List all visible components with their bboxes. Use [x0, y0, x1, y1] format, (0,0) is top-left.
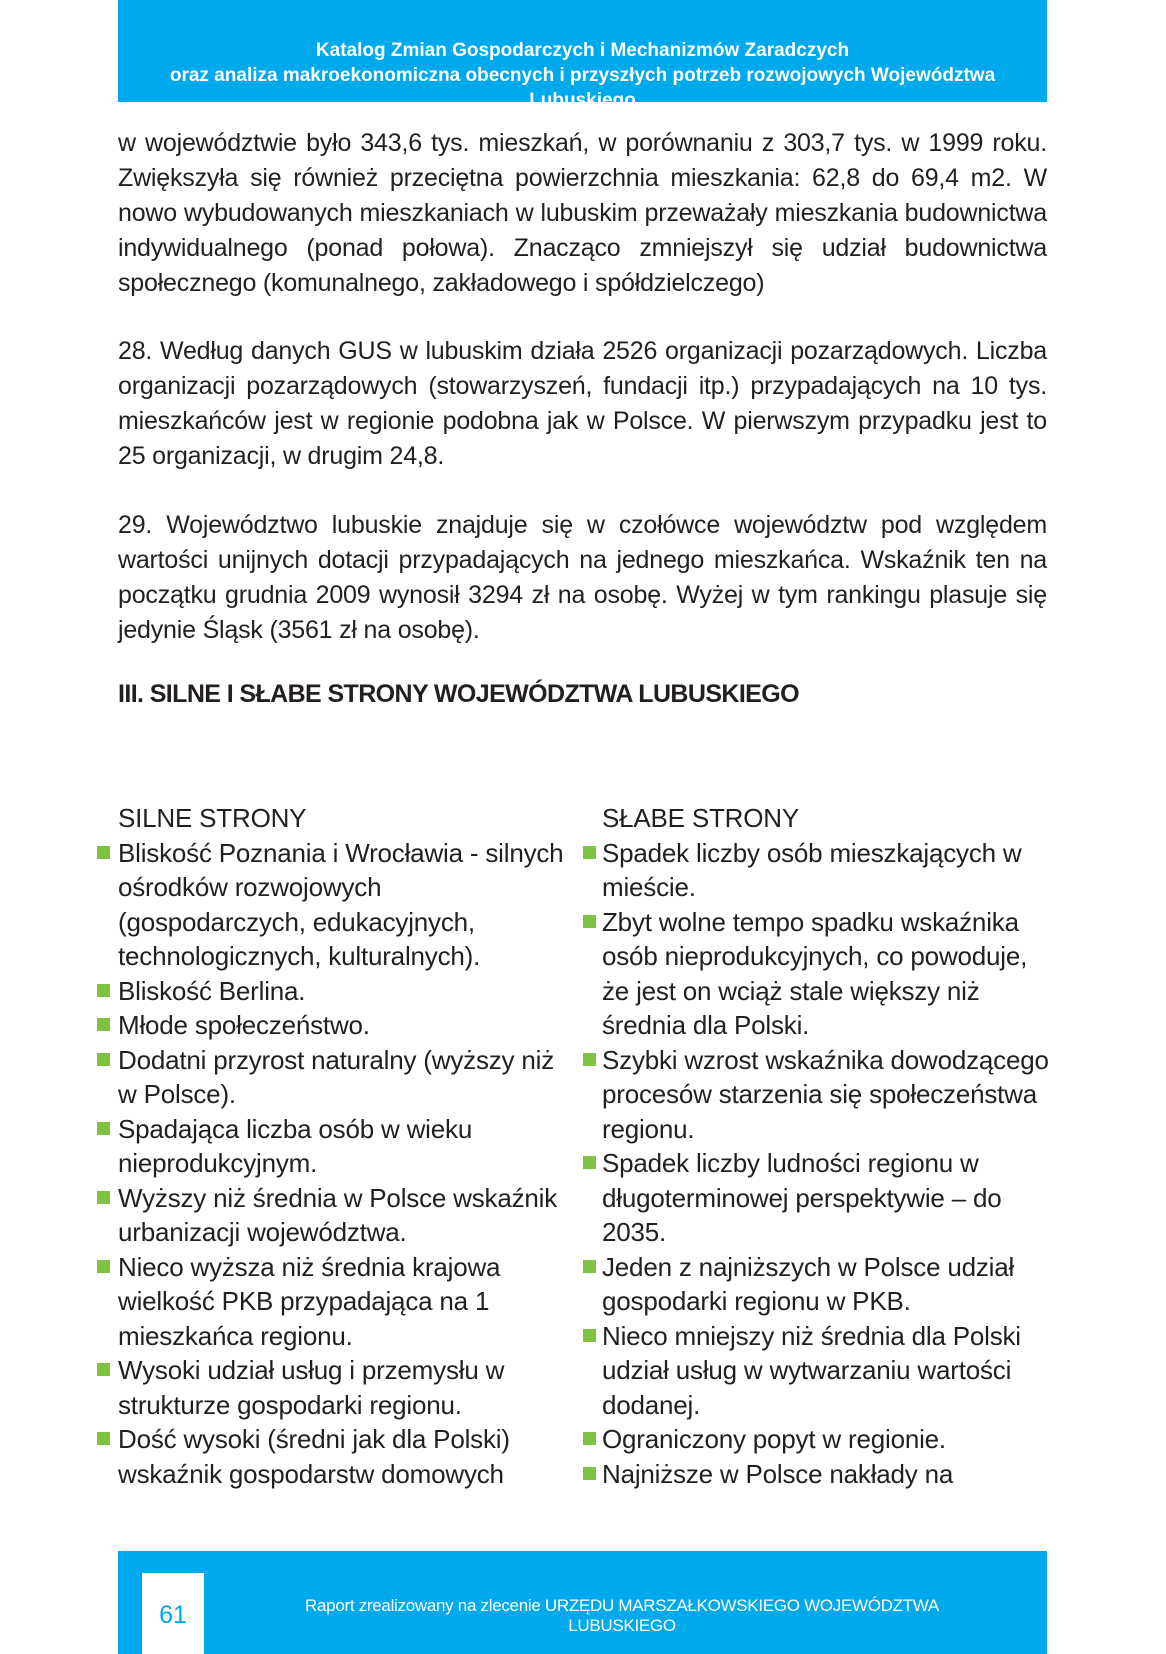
green-square-bullet-icon	[97, 984, 110, 997]
list-item	[582, 1250, 1052, 1319]
green-square-bullet-icon	[583, 1432, 596, 1445]
list-item-text: Wyższy niż średnia w Polsce wskaźnik urbanizacji województwa.	[118, 1182, 558, 1247]
green-square-bullet-icon	[583, 1156, 596, 1169]
list-item	[96, 1043, 566, 1112]
list-item	[96, 974, 566, 1009]
green-square-bullet-icon	[97, 1191, 110, 1204]
page-header	[118, 0, 1047, 111]
green-square-bullet-icon	[97, 1053, 110, 1066]
list-item	[582, 905, 1052, 1043]
list-item-text: Spadająca liczba osób w wieku nieprodukcyjnym.	[118, 1113, 473, 1178]
page-footer	[118, 1551, 1047, 1654]
green-square-bullet-icon	[97, 1363, 110, 1376]
header-title-line-1: Katalog Zmian Gospodarczych i Mechanizmów Zaradczych	[315, 40, 850, 61]
header-title-line-2: oraz analiza makroekonomiczna obecnych i przyszłych potrzeb rozwojowych Województwa Lubuskiego	[169, 65, 996, 111]
list-item	[96, 1181, 566, 1250]
list-item-text: Bliskość Poznania i Wrocławia - silnych ośrodków rozwojowych (gospodarczych, edukacyjnych, technologicznych, kulturalnych).	[118, 837, 564, 971]
list-item-text: Ograniczony popyt w regionie.	[602, 1424, 946, 1454]
weaknesses-heading: SŁABE STRONY	[602, 803, 799, 833]
green-square-bullet-icon	[583, 1260, 596, 1273]
list-item-text: Spadek liczby osób mieszkających w mieście.	[602, 837, 1022, 902]
list-item	[582, 1457, 1052, 1492]
list-item-text: Dość wysoki (średni jak dla Polski) wskaźnik gospodarstw domowych	[118, 1424, 510, 1489]
footer-text: Raport zrealizowany na zlecenie URZĘDU MARSZAŁKOWSKIEGO WOJEWÓDZTWA LUBUSKIEGO	[305, 1596, 939, 1635]
list-item	[582, 1146, 1052, 1250]
list-item-text: Szybki wzrost wskaźnika dowodzącego procesów starzenia się społeczeństwa regionu.	[602, 1044, 1049, 1144]
weaknesses-list	[582, 836, 1052, 1492]
list-item	[96, 1422, 566, 1491]
section-title: III. SILNE I SŁABE STRONY WOJEWÓDZTWA LUBUSKIEGO	[118, 680, 799, 708]
list-item-text: Wysoki udział usług i przemysłu w strukturze gospodarki regionu.	[118, 1355, 505, 1420]
list-item	[96, 836, 566, 974]
paragraph-29-eu-funds: 29. Województwo lubuskie znajduje się w czołówce województw pod względem wartości unijnych dotacji przypadających na jednego mieszkańca. Wskaźnik ten na początku grudnia 2009 wynosił 3294 zł na osobę. Wyżej w tym rankingu plasuje się jedynie Śląsk (3561 zł na osobę).	[118, 511, 1047, 644]
paragraph-housing: w województwie było 343,6 tys. mieszkań, w porównaniu z 303,7 tys. w 1999 roku. Zwiększyła się również przeciętna powierzchnia mieszkania: 62,8 do 69,4 m2. W nowo wybudowanych mieszkaniach w lubuskim przeważały mieszkania budownictwa indywidualnego (ponad połowa). Znacząco zmniejszył się udział budownictwa społecznego (komunalnego, zakładowego i spółdzielczego)	[118, 129, 1047, 297]
list-item	[582, 1319, 1052, 1423]
paragraph-28-ngo: 28. Według danych GUS w lubuskim działa 2526 organizacji pozarządowych. Liczba organizacji pozarządowych (stowarzyszeń, fundacji itp.) przypadających na 10 tys. mieszkańców jest w regionie podobna jak w Polsce. W pierwszym przypadku jest to 25 organizacji, w drugim 24,8.	[118, 337, 1047, 470]
page-number: 61	[142, 1573, 204, 1654]
green-square-bullet-icon	[97, 1260, 110, 1273]
list-item	[96, 1112, 566, 1181]
list-item-text: Bliskość Berlina.	[118, 975, 306, 1006]
green-square-bullet-icon	[97, 1018, 110, 1031]
list-item-text: Nieco wyższa niż średnia krajowa wielkość PKB przypadająca na 1 mieszkańca regionu.	[118, 1251, 501, 1351]
weaknesses-column	[582, 801, 1052, 1491]
list-item	[582, 836, 1052, 905]
list-item-text: Młode społeczeństwo.	[118, 1010, 370, 1040]
list-item	[582, 1422, 1052, 1457]
green-square-bullet-icon	[97, 1122, 110, 1135]
list-item-text: Jeden z najniższych w Polsce udział gospodarki regionu w PKB.	[602, 1251, 1015, 1316]
list-item	[96, 1008, 566, 1043]
list-item-text: Najniższe w Polsce nakłady na	[602, 1458, 954, 1489]
strengths-heading: SILNE STRONY	[118, 803, 307, 833]
green-square-bullet-icon	[583, 1467, 596, 1480]
list-item-text: Spadek liczby ludności regionu w długoterminowej perspektywie – do 2035.	[602, 1148, 1002, 1247]
green-square-bullet-icon	[583, 1053, 596, 1066]
list-item	[96, 1250, 566, 1354]
list-item-text: Dodatni przyrost naturalny (wyższy niż w Polsce).	[118, 1044, 554, 1109]
green-square-bullet-icon	[583, 1329, 596, 1342]
list-item-text: Zbyt wolne tempo spadku wskaźnika osób nieprodukcyjnych, co powoduje, że jest on wciąż stale większy niż średnia dla Polski.	[602, 906, 1028, 1040]
strengths-list	[96, 836, 566, 1492]
green-square-bullet-icon	[97, 1432, 110, 1445]
strengths-column	[96, 801, 566, 1491]
green-square-bullet-icon	[583, 846, 596, 859]
green-square-bullet-icon	[583, 915, 596, 928]
list-item	[96, 1353, 566, 1422]
list-item	[582, 1043, 1052, 1147]
list-item-text: Nieco mniejszy niż średnia dla Polski udział usług w wytwarzaniu wartości dodanej.	[602, 1320, 1021, 1420]
green-square-bullet-icon	[97, 846, 110, 859]
